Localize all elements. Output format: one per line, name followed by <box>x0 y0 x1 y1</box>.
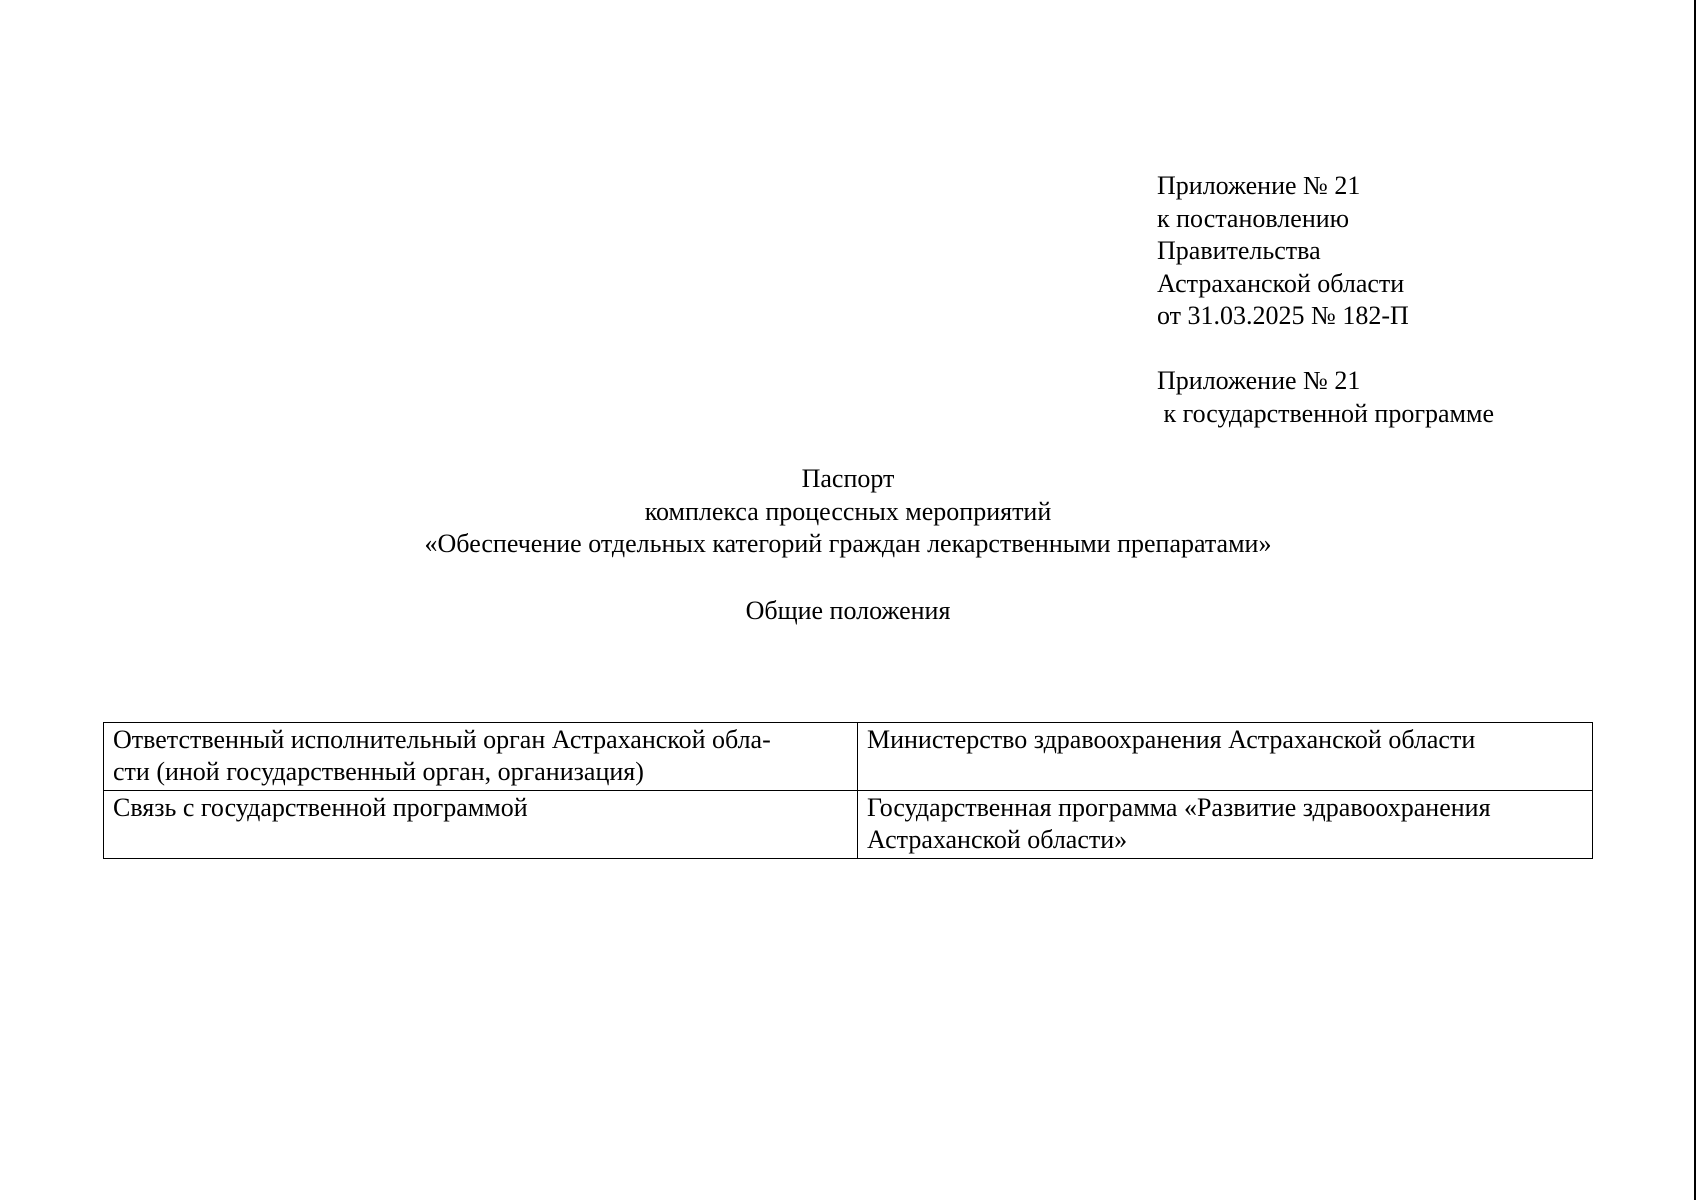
cell-text-line: Министерство здравоохранения Астраханской области <box>866 725 1476 754</box>
appendix-line-1: Приложение № 21 <box>1157 171 1361 200</box>
cell-text-line: Связь с государственной программой <box>113 793 528 822</box>
title-line-program-name: «Обеспечение отдельных категорий граждан лекарственными препаратами» <box>424 529 1272 558</box>
appendix-gap <box>1157 333 1494 366</box>
program-appendix-line-1: Приложение № 21 <box>1157 366 1361 395</box>
document-title <box>0 463 1696 561</box>
appendix-line-3: Правительства <box>1157 236 1321 265</box>
title-line-passport: Паспорт <box>801 464 895 493</box>
table-cell-value <box>857 723 1592 791</box>
appendix-note <box>1157 170 1494 430</box>
table-row <box>104 791 1593 859</box>
section-title: Общие положения <box>745 596 951 625</box>
appendix-line-2: к постановлению <box>1157 203 1350 233</box>
cell-text-line: Астраханской области» <box>866 825 1128 854</box>
appendix-line-5: от 31.03.2025 № 182-П <box>1157 301 1409 330</box>
program-appendix-line-2: к государственной программе <box>1157 398 1494 428</box>
table-row <box>104 723 1593 791</box>
title-line-complex: комплекса процессных мероприятий <box>644 496 1052 526</box>
table-cell-label <box>104 791 858 859</box>
cell-text-line: Государственная программа «Развитие здравоохранения <box>866 793 1491 822</box>
table-cell-value <box>857 791 1592 859</box>
table-cell-label <box>104 723 858 791</box>
cell-text-line: Ответственный исполнительный орган Астраханской обла- <box>113 725 771 754</box>
appendix-line-4: Астраханской области <box>1157 268 1405 298</box>
passport-table <box>103 722 1593 859</box>
cell-text-line: сти (иной государственный орган, организация) <box>113 757 644 786</box>
